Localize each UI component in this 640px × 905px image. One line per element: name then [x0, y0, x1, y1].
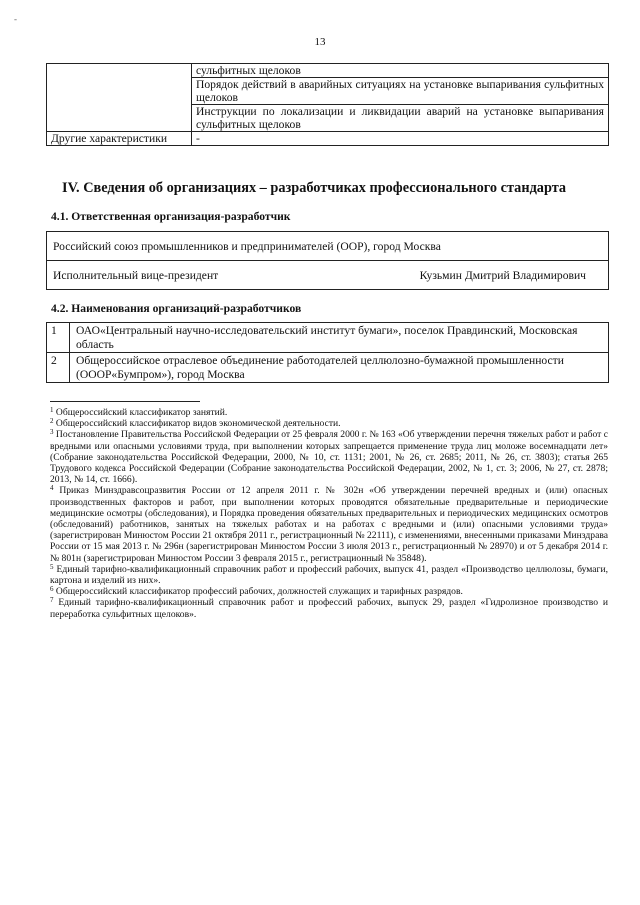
table-cell: Порядок действий в аварийных ситуациях на установке выпаривания сульфитных щелоков	[192, 78, 609, 105]
table-cell-empty	[47, 64, 192, 132]
footnote-text: Единый тарифно-квалификационный справочник работ и профессий рабочих, выпуск 41, раздел «Производство целлюлозы, бумаги, картона и изделий из них».	[50, 563, 609, 587]
row-number: 2	[47, 353, 70, 383]
footnote-marker: 4	[50, 484, 54, 493]
section-title: IV. Сведения об организациях – разработчиках профессионального стандарта	[62, 180, 567, 196]
row-number: 1	[47, 323, 70, 353]
table-row	[47, 261, 609, 290]
page-number: 13	[314, 36, 326, 48]
responsible-heading: 4.1. Ответственная организация-разработчик	[51, 210, 291, 223]
footnote-text: Приказ Минздравсоцразвития России от 12 апреля 2011 г. № 302н «Об утверждении перечней вредных и (или) опасных производственных факторов и работ, при выполнении которых проводятся обязательные предварительные и периодические медицинские осмотры (обследования), и Порядка проведения обязательных предварительных и периодических медицинских осмотров (обследований) работников, занятых на тяжелых работах и на работах с вредными и (или) опасными условиями труда» (зарегистрирован Минюстом России 21 октября 2011 г., регистрационный № 22111), с изменениями, внесенными приказами Минздрава России от 15 мая 2013 г. № 296н (зарегистрирован Минюстом России 3 июля 2013 г., регистрационный № 28970) и от 5 декабря 2014 г. № 801н (зарегистрирован Минюстом России 3 февраля 2015 г., регистрационный № 35848).	[50, 485, 608, 564]
responsible-organization: Российский союз промышленников и предпринимателей (ООР), город Москва	[47, 232, 609, 261]
footnote	[50, 586, 608, 597]
footnote-marker: 6	[50, 585, 54, 594]
other-characteristics-label: Другие характеристики	[47, 132, 192, 146]
signatory-position: Исполнительный вице-президент	[53, 268, 219, 282]
footnote-marker: 2	[50, 417, 54, 426]
footnote-divider	[50, 401, 200, 402]
table-cell: Инструкции по локализации и ликвидации аварий на установке выпаривания сульфитных щелоков	[192, 105, 609, 132]
footnote-marker: 5	[50, 562, 54, 571]
footnote-marker: 1	[50, 406, 54, 414]
footnote	[50, 418, 608, 429]
table-row	[47, 232, 609, 261]
responsible-org-table	[46, 231, 609, 290]
responsible-signatory	[47, 261, 609, 290]
table-row	[47, 353, 609, 383]
footnotes	[50, 407, 608, 620]
table-row	[47, 132, 609, 146]
signatory-name: Кузьмин Дмитрий Владимирович	[419, 268, 586, 282]
footnote	[50, 485, 608, 563]
developers-table	[46, 322, 609, 383]
table-row	[47, 323, 609, 353]
developers-heading: 4.2. Наименования организаций-разработчиков	[51, 302, 302, 315]
other-characteristics-value: -	[192, 132, 609, 146]
footnote	[50, 429, 608, 485]
footnote	[50, 597, 608, 619]
corner-mark: -	[14, 14, 17, 24]
footnote	[50, 564, 608, 586]
table-row	[47, 64, 609, 78]
footnote-text: Общероссийский классификатор занятий.	[55, 407, 228, 418]
developer-name: Общероссийское отраслевое объединение работодателей целлюлозно-бумажной промышленности (ОООР«Бумпром»), город Москва	[70, 353, 609, 383]
footnote-text: Единый тарифно-квалификационный справочник работ и профессий рабочих, выпуск 29, раздел «Гидролизное производство и переработка сульфитных щелоков».	[50, 597, 608, 620]
footnote-text: Общероссийский классификатор видов экономической деятельности.	[55, 418, 341, 430]
footnote	[50, 407, 608, 418]
footnote-marker: 3	[50, 428, 54, 437]
footnote-marker: 7	[50, 596, 54, 605]
footnote-text: Постановление Правительства Российской Федерации от 25 февраля 2000 г. № 163 «Об утверждении перечня тяжелых работ и работ с вредными или опасными условиями труда, при выполнении которых запрещается применение труда лиц моложе восемнадцати лет» (Собрание законодательства Российской Федерации, 2000, № 10, ст. 1131; 2001, № 26, ст. 2685; 2011, № 26, ст. 3803); статья 265 Трудового кодекса Российской Федерации (Собрание законодательства Российской Федерации, 2002, № 1, ст. 3; 2006, № 27, ст. 2878; 2013, № 14, ст. 1666).	[50, 429, 608, 486]
footnote-text: Общероссийский классификатор профессий рабочих, должностей служащих и тарифных разрядов.	[55, 586, 463, 598]
developer-name: ОАО«Центральный научно-исследовательский институт бумаги», поселок Правдинский, Московская область	[70, 323, 609, 353]
characteristics-table	[46, 63, 609, 146]
table-cell: сульфитных щелоков	[192, 64, 609, 78]
